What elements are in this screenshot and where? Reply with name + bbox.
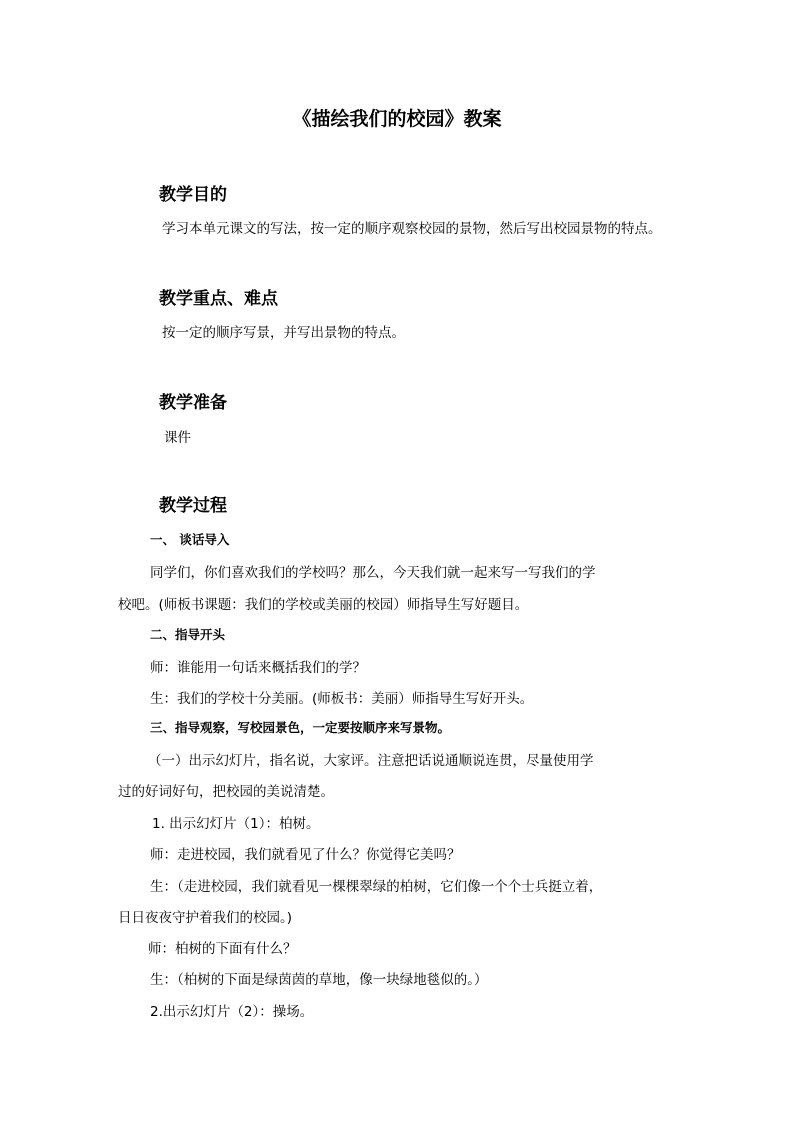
- process-line: 师：柏树的下面有什么？: [148, 941, 297, 957]
- process-line: （一）出示幻灯片，指名说，大家评。注意把话说通顺说连贯，尽量使用学: [148, 753, 594, 769]
- purpose-text: 学习本单元课文的写法，按一定的顺序观察校园的景物，然后写出校园景物的特点。: [162, 221, 662, 237]
- process-line: 师：走进校园，我们就看见了什么？你觉得它美吗？: [150, 847, 461, 863]
- document-title: 《描绘我们的校园》教案: [292, 108, 502, 130]
- keypoints-text: 按一定的顺序写景，并写出景物的特点。: [162, 325, 405, 341]
- heading-purpose: 教学目的: [159, 185, 227, 205]
- process-line: 同学们，你们喜欢我们的学校吗？那么，今天我们就一起来写一写我们的学: [150, 565, 596, 581]
- heading-process: 教学过程: [159, 496, 227, 516]
- process-line: 生：（走进校园，我们就看见一棵棵翠绿的柏树，它们像一个个士兵挺立着，: [150, 879, 603, 895]
- process-line: 三、指导观察，写校园景色，一定要按顺序来写景物。: [150, 720, 451, 735]
- process-line: 生：（柏树的下面是绿茵茵的草地，像一块绿地毯似的。）: [150, 972, 488, 988]
- process-line: 2.出示幻灯片（2）：操场。: [150, 1004, 314, 1020]
- process-line: 生：我们的学校十分美丽。(师板书：美丽）师指导生写好开头。: [150, 691, 534, 707]
- process-line: 过的好词好句，把校园的美说清楚。: [118, 784, 334, 800]
- process-line: 一、 谈话导入: [150, 532, 230, 547]
- process-line: 日日夜夜守护着我们的校园。): [118, 910, 293, 926]
- process-line: 1. 出示幻灯片（1）：柏树。: [152, 816, 320, 832]
- heading-preparation: 教学准备: [159, 393, 227, 413]
- heading-keypoints: 教学重点、难点: [159, 289, 278, 309]
- process-line: 二、指导开头: [150, 627, 226, 642]
- preparation-text: 课件: [164, 430, 191, 446]
- process-line: 师：谁能用一句话来概括我们的学？: [150, 660, 366, 676]
- process-line: 校吧。(师板书课题：我们的学校或美丽的校园）师指导生写好题目。: [118, 597, 529, 613]
